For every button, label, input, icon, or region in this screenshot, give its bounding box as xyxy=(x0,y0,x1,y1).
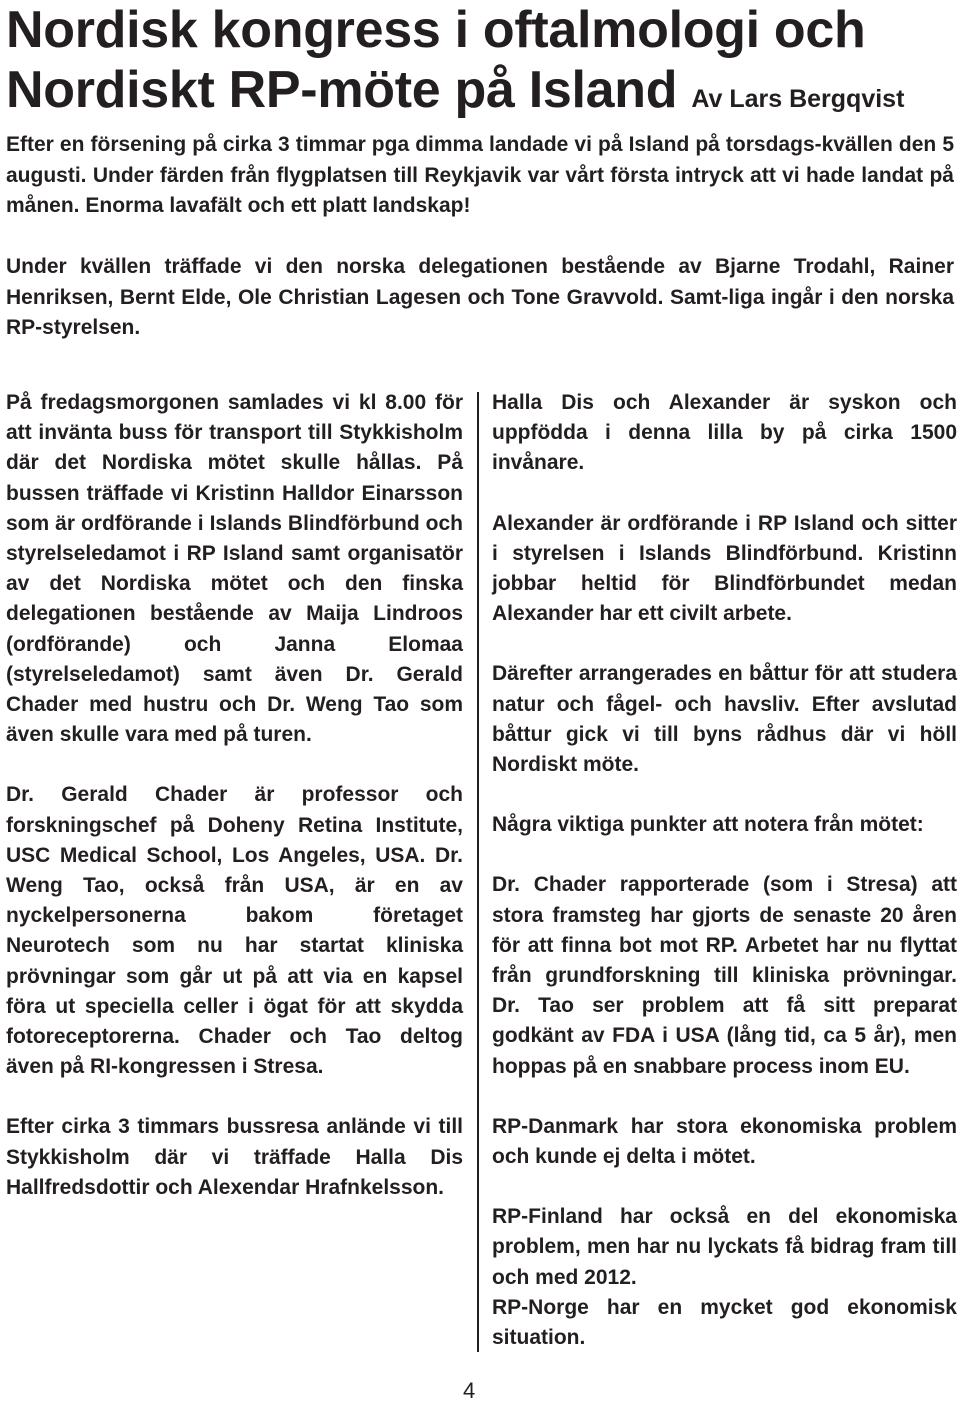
byline: Av Lars Bergqvist xyxy=(691,85,905,113)
article-title xyxy=(6,0,956,129)
right-column xyxy=(492,388,957,1353)
right-paragraph-4: Några viktiga punkter att notera från mötet: xyxy=(492,813,924,837)
right-paragraph-7: RP-Finland har också en del ekonomiska problem, men har nu lyckats få bidrag fram till och med 2012. xyxy=(492,1205,957,1289)
right-paragraph-6: RP-Danmark har stora ekonomiska problem och kunde ej delta i mötet. xyxy=(492,1114,957,1169)
right-paragraph-8: RP-Norge har en mycket god ekonomisk situation. xyxy=(492,1295,957,1350)
left-column xyxy=(6,388,463,1233)
column-divider xyxy=(477,392,479,1352)
title-line-2: Nordiskt RP-möte på Island xyxy=(6,61,678,119)
right-paragraph-3: Därefter arrangerades en båttur för att studera natur och fågel- och havsliv. Efter avslutad båttur gick vi till byns rådhus där vi höll Nordiskt möte. xyxy=(492,662,957,777)
left-paragraph-1: På fredagsmorgonen samlades vi kl 8.00 för att invänta buss för transport till Stykkisholm där det Nordiska mötet skulle hållas. På bussen träffade vi Kristinn Halldor Einarsson som är ordförande i Islands Blindförbund och styrelseledamot i RP Island samt organisatör av det Nordiska mötet och den finska delegationen bestående av Maija Lindroos (ordförande) och Janna Elomaa (styrelseledamot) samt även Dr. Gerald Chader med hustru och Dr. Weng Tao som även skulle vara med på turen. xyxy=(6,391,463,747)
right-paragraph-1: Halla Dis och Alexander är syskon och uppfödda i denna lilla by på cirka 1500 invånare. xyxy=(492,391,957,475)
right-paragraph-5: Dr. Chader rapporterade (som i Stresa) att stora framsteg har gjorts de senaste 20 åren för att finna bot mot RP. Arbetet har nu flyttat från grundforskning till kliniska prövningar. Dr. Tao ser problem att få sitt preparat godkänt av FDA i USA (lång tid, ca 5 år), men hoppas på en snabbare process inom EU. xyxy=(492,873,957,1078)
page-number: 4 xyxy=(463,1378,476,1403)
intro-paragraph-1: Efter en försening på cirka 3 timmar pga dimma landade vi på Island på torsdags-kvällen den 5 augusti. Under färden från flygplatsen till Reykjavik var vårt första intryck att vi hade landat på månen. Enorma lavafält och ett platt landskap! xyxy=(6,133,954,217)
left-paragraph-2: Dr. Gerald Chader är professor och forskningschef på Doheny Retina Institute, USC Medical School, Los Angeles, USA. Dr. Weng Tao, också från USA, är en av nyckelpersonerna bakom företaget Neurotech som nu har startat kliniska prövningar som går ut på att via en kapsel föra ut speciella celler i ögat för att skydda fotoreceptorerna. Chader och Tao deltog även på RI-kongressen i Stresa. xyxy=(6,783,463,1079)
intro-paragraph-2: Under kvällen träffade vi den norska delegationen bestående av Bjarne Trodahl, Rainer Henriksen, Bernt Elde, Ole Christian Lagesen och Tone Gravvold. Samt-liga ingår i den norska RP-styrelsen. xyxy=(6,255,954,339)
title-line-1: Nordisk kongress i oftalmologi och xyxy=(6,1,866,59)
right-paragraph-2: Alexander är ordförande i RP Island och sitter i styrelsen i Islands Blindförbund. Kristinn jobbar heltid för Blindförbundet medan Alexander har ett civilt arbete. xyxy=(492,511,957,626)
left-paragraph-3: Efter cirka 3 timmars bussresa anlände vi till Stykkisholm där vi träffade Halla Dis Hallfredsdottir och Alexendar Hrafnkelsson. xyxy=(6,1115,463,1199)
